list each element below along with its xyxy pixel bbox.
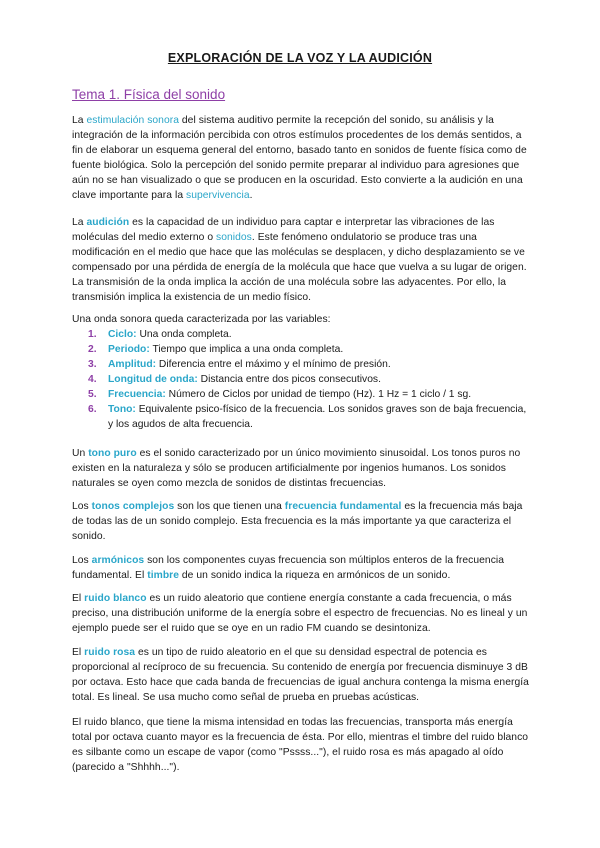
document-title: EXPLORACIÓN DE LA VOZ Y LA AUDICIÓN xyxy=(167,51,433,65)
keyword-supervivencia: supervivencia xyxy=(186,190,250,201)
keyword-tono-puro: tono puro xyxy=(88,448,137,459)
keyword-frecuencia-fundamental: frecuencia fundamental xyxy=(284,501,402,512)
section-title: Tema 1. Física del sonido xyxy=(72,87,226,102)
paragraph-variables-intro: Una onda sonora queda caracterizada por las variables: xyxy=(72,314,331,325)
variables-list xyxy=(72,327,532,432)
paragraph-tonos-complejos: Los tonos complejos son los que tienen una frecuencia fundamental es la frecuencia más baja de todas las de un sonido complejo. Esta frecuencia es la más importante ya que caracteriza el sonido. xyxy=(72,501,523,542)
list-item: 1. Ciclo: Una onda completa. xyxy=(88,329,232,340)
paragraph-audicion: La audición es la capacidad de un individuo para captar e interpretar las vibraciones de las moléculas del medio externo o sonidos. Este fenómeno ondulatorio se produce tras una modificación en el medio que hace que las moléculas se desplacen, y dicho desplazamiento se ve compensado por una pérdida de energía de la molécula que hace que vuelva a su lugar de origen. La transmisión de la onda implica la acción de una molécula sobre las adyacentes. Por ello, la transmisión implica la existencia de un medio físico. xyxy=(72,217,527,303)
keyword-estimulacion-sonora: estimulación sonora xyxy=(86,115,179,126)
list-item: 3. Amplitud: Diferencia entre el máximo y el mínimo de presión. xyxy=(88,359,391,370)
keyword-ruido-rosa: ruido rosa xyxy=(84,647,136,658)
list-item: 2. Periodo: Tiempo que implica a una onda completa. xyxy=(88,344,344,355)
paragraph-estimulacion: La estimulación sonora del sistema auditivo permite la recepción del sonido, su análisis y la integración de la información percibida con otros estímulos procedentes de los demás sentidos, a fin de elaborar un esquema general del entorno, basado tanto en sonidos de fuente física como de fuente biológica. Solo la percepción del sonido permite preparar al individuo para agresiones que aún no se han visualizado o que se producen en la oscuridad. Esto convierte a la audición en una clave importante para la supervivencia. xyxy=(72,115,527,201)
keyword-audicion: audición xyxy=(86,217,130,228)
list-item: 5. Frecuencia: Número de Ciclos por unidad de tiempo (Hz). 1 Hz = 1 ciclo / 1 sg. xyxy=(88,389,472,400)
keyword-armonicos: armónicos xyxy=(91,555,145,566)
paragraph-ruido-blanco: El ruido blanco es un ruido aleatorio que contiene energía constante a cada frecuencia, o más preciso, una distribución uniforme de la energía sobre el espectro de frecuencias. No es lineal y un ejemplo puede ser el ruido que se oye en un radio FM cuando se desintoniza. xyxy=(72,593,528,634)
paragraph-comparacion: El ruido blanco, que tiene la misma intensidad en todas las frecuencias, transporta más energía total por octava cuanto mayor es la frecuencia de ésta. Por ello, mientras el timbre del ruido blanco es silbante como un escape de vapor (como "Pssss..."), el ruido rosa es más apagado al oído (parecido a "Shhhh..."). xyxy=(72,717,529,773)
paragraph-ruido-rosa: El ruido rosa es un tipo de ruido aleatorio en el que su densidad espectral de potencia es proporcional al recíproco de su frecuencia. Su contenido de energía por frecuencia disminuye 3 dB por octava. Esto hace que cada banda de frecuencias de igual anchura contenga la misma energía total. Es lineal. Se usa mucho como señal de prueba en pruebas acústicas. xyxy=(72,647,529,703)
paragraph-tono-puro: Un tono puro es el sonido caracterizado por un único movimiento sinusoidal. Los tonos puros no existen en la naturaleza y sólo se producen artificialmente por ingenios humanos. Los sonidos naturales se oyen como mezcla de sonidos de distintas frecuencias. xyxy=(72,448,521,489)
keyword-sonidos: sonidos xyxy=(216,232,252,243)
keyword-tonos-complejos: tonos complejos xyxy=(91,501,175,512)
keyword-ruido-blanco: ruido blanco xyxy=(84,593,147,604)
keyword-timbre: timbre xyxy=(147,570,179,581)
list-item: 6. Tono: Equivalente psico-físico de la frecuencia. Los sonidos graves son de baja frecuencia, y los agudos de alta frecuencia. xyxy=(88,404,527,430)
paragraph-armonicos: Los armónicos son los componentes cuyas frecuencia son múltiplos enteros de la frecuencia fundamental. El timbre de un sonido indica la riqueza en armónicos de un sonido. xyxy=(72,555,505,581)
list-item: 4. Longitud de onda: Distancia entre dos picos consecutivos. xyxy=(88,374,381,385)
